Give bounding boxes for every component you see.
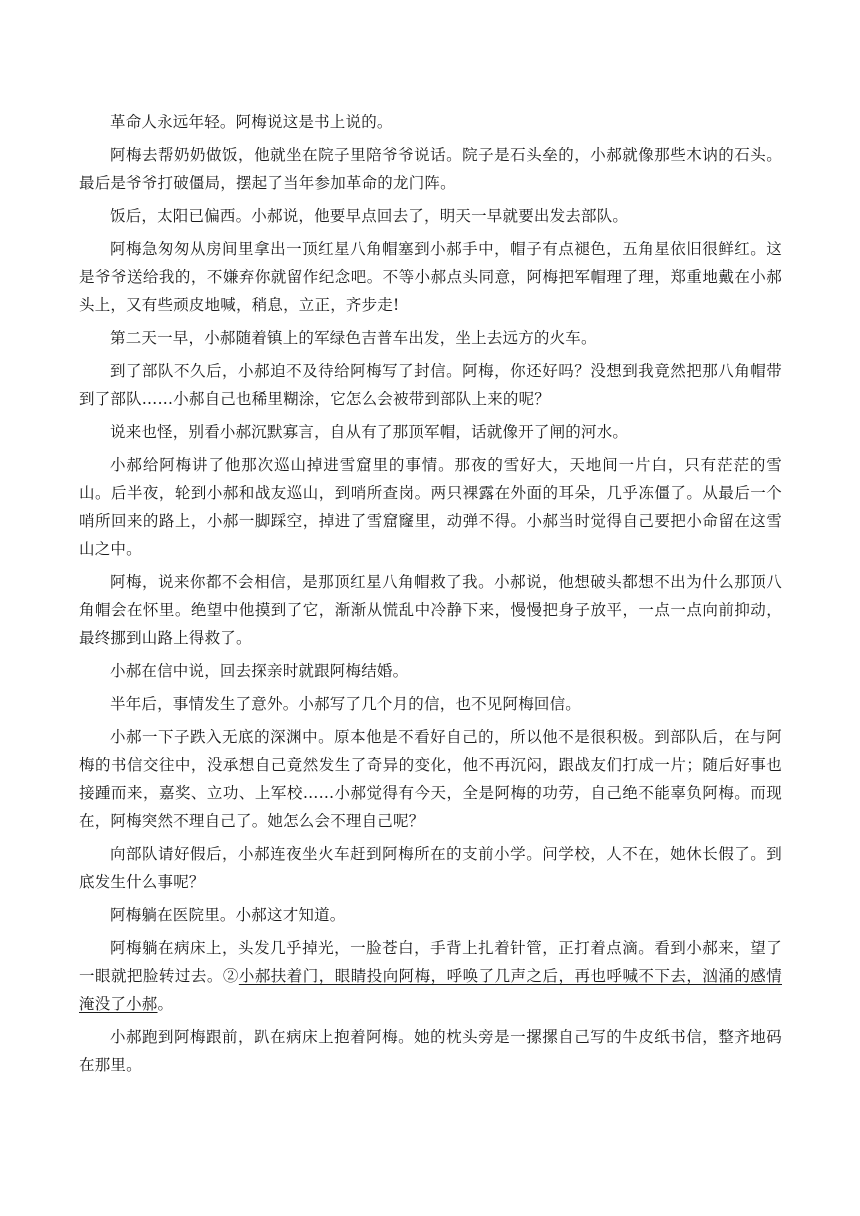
paragraph: 阿梅躺在医院里。小郝这才知道。 <box>110 906 346 924</box>
paragraph: 饭后，太阳已偏西。小郝说，他要早点回去了，明天一早就要出发去部队。 <box>110 207 629 225</box>
paragraph: 革命人永远年轻。阿梅说这是书上说的。 <box>110 113 393 131</box>
underlined-sentence: 小郝扶着门，眼睛投向阿梅，呼唤了几声之后，再也呼喊不下去，汹涌的感情淹没了小郝 <box>79 967 782 1013</box>
paragraph: 小郝给阿梅讲了他那次巡山掉进雪窟里的事情。那夜的雪好大，天地间一片白，只有茫茫的雪山。后半夜，轮到小郝和战友巡山，到哨所查岗。两只裸露在外面的耳朵，几乎冻僵了。从最后一个哨所回来的路上，小郝一脚踩空，掉进了雪窟窿里，动弹不得。小郝当时觉得自己要把小命留在这雪山之中。 <box>79 456 782 558</box>
paragraph: 说来也怪，别看小郝沉默寡言，自从有了那顶军帽，话就像开了闸的河水。 <box>110 423 629 441</box>
paragraph: 第二天一早，小郝随着镇上的军绿色吉普车出发，坐上去远方的火车。 <box>110 329 597 347</box>
paragraph: 阿梅急匆匆从房间里拿出一顶红星八角帽塞到小郝手中，帽子有点褪色，五角星依旧很鲜红。这是爷爷送给我的，不嫌弃你就留作纪念吧。不等小郝点头同意，阿梅把军帽理了理，郑重地戴在小郝头上，又有些顽皮地喊，稍息，立正，齐步走! <box>79 240 782 314</box>
article-body <box>79 108 782 1084</box>
paragraph: 向部队请好假后，小郝连夜坐火车赶到阿梅所在的支前小学。问学校，人不在，她休长假了。到底发生什么事呢？ <box>79 845 782 891</box>
paragraph-with-underline <box>79 934 782 1023</box>
paragraph: 阿梅，说来你都不会相信，是那顶红星八角帽救了我。小郝说，他想破头都想不出为什么那顶八角帽会在怀里。绝望中他摸到了它，渐渐从慌乱中冷静下来，慢慢把身子放平，一点一点向前抑动，最终挪到山路上得救了。 <box>79 573 782 647</box>
paragraph: 阿梅去帮奶奶做饭，他就坐在院子里陪爷爷说话。院子是石头垒的，小郝就像那些木讷的石头。最后是爷爷打破僵局，摆起了当年参加革命的龙门阵。 <box>79 146 782 192</box>
paragraph: 到了部队不久后，小郝迫不及待给阿梅写了封信。阿梅，你还好吗？没想到我竟然把那八角帽带到了部队……小郝自己也稀里糊涂，它怎么会被带到部队上来的呢？ <box>79 362 782 408</box>
paragraph: 半年后，事情发生了意外。小郝写了几个月的信，也不见阿梅回信。 <box>110 695 582 713</box>
text-before-underline: 阿梅躺在病床上，头发几乎掉光，一脸苍白，手背上扎着针管，正打着点滴。看到小郝来，望了一眼就把脸转过去。② <box>79 939 782 985</box>
paragraph: 小郝跑到阿梅跟前，趴在病床上抱着阿梅。她的枕头旁是一摞摞自己写的牛皮纸书信，整齐地码在那里。 <box>79 1028 782 1074</box>
text-after-underline: 。 <box>157 995 174 1013</box>
paragraph: 小郝在信中说，回去探亲时就跟阿梅结婚。 <box>110 662 409 680</box>
paragraph: 小郝一下子跌入无底的深渊中。原本他是不看好自己的，所以他不是很积极。到部队后，在与阿梅的书信交往中，没承想自己竟然发生了奇异的变化，他不再沉闷，跟战友们打成一片；随后好事也接踵而来，嘉奖、立功、上军校……小郝觉得有今天，全是阿梅的功劳，自己绝不能辜负阿梅。而现在，阿梅突然不理自己了。她怎么会不理自己呢？ <box>79 728 782 830</box>
